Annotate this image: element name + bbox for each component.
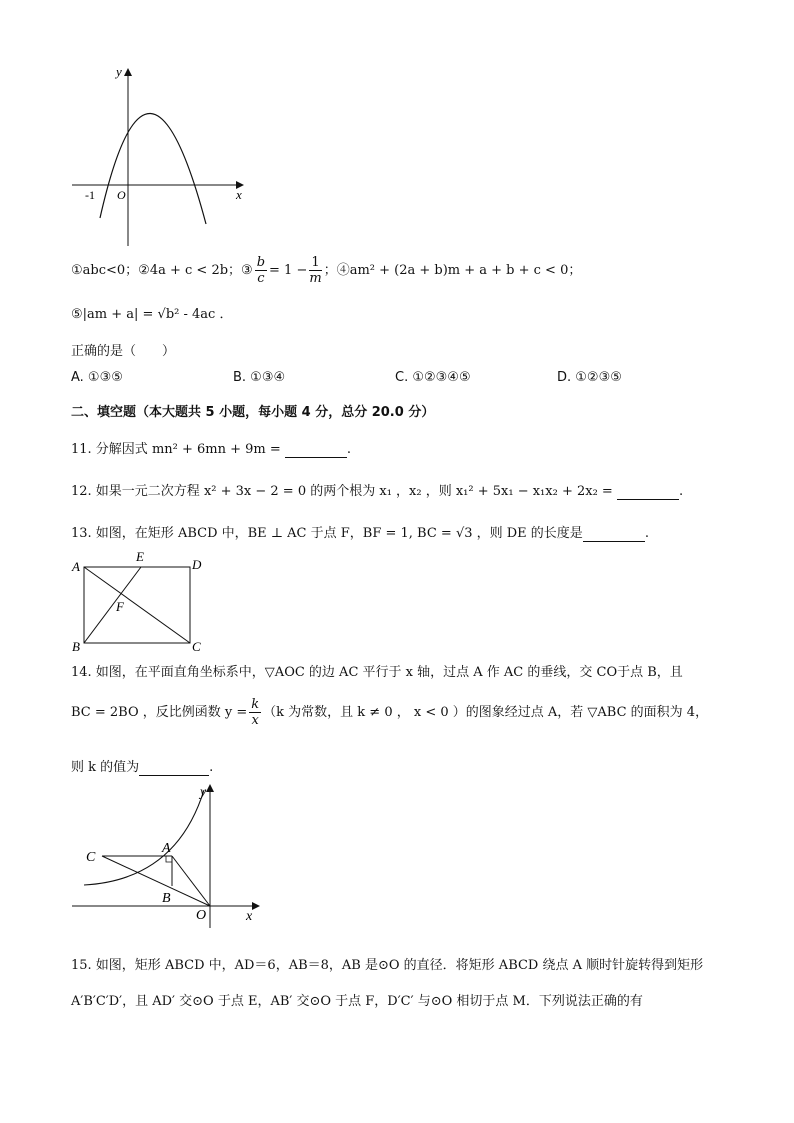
- q12-text: 12. 如果一元二次方程 x² + 3x − 2 = 0 的两个根为 x₁ ，x₂ ，则 x₁² + 5x₁ − x₁x₂ + 2x₂ =: [71, 484, 617, 499]
- fig3-label-a: A: [162, 841, 171, 856]
- fig1-x-label: x: [236, 187, 242, 202]
- fig3-label-b: B: [162, 891, 171, 906]
- frac-num-k: k: [251, 697, 260, 712]
- q14-line2: [71, 698, 708, 727]
- fig3-origin-label: O: [196, 908, 207, 923]
- fraction-k-over-x: [249, 698, 261, 727]
- q10-prompt: 正确的是（ ）: [71, 344, 176, 359]
- segment-ao: [172, 856, 210, 906]
- hyperbola-figure: [66, 780, 266, 930]
- section-2-title: 二、填空题（本大题共 5 小题，每小题 4 分，总分 20.0 分）: [71, 405, 435, 420]
- label-c: C: [192, 639, 201, 654]
- right-angle-mark: [166, 856, 172, 862]
- q13-end: .: [644, 526, 649, 541]
- q11-answer-blank[interactable]: [285, 442, 347, 458]
- q14-line3-text: 则 k 的值为: [71, 760, 140, 775]
- q15-line1: 15. 如图，矩形 ABCD 中，AD＝6，AB＝8，AB 是⊙O 的直径．将矩形 ABCD 绕点 A 顺时针旋转得到矩形: [71, 958, 704, 973]
- label-b: B: [72, 639, 80, 654]
- q13-answer-blank[interactable]: [583, 526, 645, 542]
- frac-den-c: c: [257, 271, 265, 286]
- parabola-figure: [60, 58, 260, 253]
- q10-option-d[interactable]: D. ①②③⑤: [557, 370, 622, 385]
- label-a: A: [72, 559, 80, 574]
- q10-option-c[interactable]: C. ①②③④⑤: [395, 370, 471, 385]
- q11: [71, 438, 351, 458]
- q13-text: 13. 如图，在矩形 ABCD 中，BE ⊥ AC 于点 F，BF = 1, BC = √3 ，则 DE 的长度是: [71, 526, 583, 541]
- q14-line2b: （k 为常数，且 k ≠ 0 ， x < 0 ）的图象经过点 A，若 ▽ABC 的面积为 4，: [263, 705, 709, 720]
- q10-stmt-1-2: ①abc<0；②4a + c < 2b；③: [71, 263, 253, 278]
- frac-num-1: 1: [309, 256, 321, 271]
- q15-line2: A′B′C′D′，且 AD′ 交⊙O 于点 E，AB′ 交⊙O 于点 F，D′C′ 与⊙O 相切于点 M．下列说法正确的有: [71, 994, 643, 1009]
- q12: [71, 480, 683, 500]
- fig1-y-label: y: [116, 64, 122, 79]
- fraction-b-over-c: [255, 256, 267, 285]
- q14-line2a: BC = 2BO ，反比例函数 y =: [71, 705, 248, 720]
- q14-answer-blank[interactable]: [139, 760, 209, 776]
- fig3-label-c: C: [86, 850, 96, 865]
- label-d: D: [192, 557, 202, 572]
- q13: [71, 522, 649, 542]
- fig3-x-label: x: [246, 909, 253, 924]
- fraction-1-over-m: [309, 256, 321, 285]
- fig1-origin-label: O: [117, 188, 126, 202]
- q10-stmt-3-rest: = 1 −: [269, 263, 308, 278]
- q10-stmt-5: ⑤|am + a| = √b² - 4ac ．: [71, 307, 233, 322]
- q12-answer-blank[interactable]: [617, 484, 679, 500]
- fig1-neg1-label: -1: [85, 188, 95, 202]
- frac-den-x: x: [251, 713, 259, 728]
- frac-den-m: m: [309, 271, 322, 286]
- label-e: E: [136, 549, 144, 564]
- q11-end: .: [346, 442, 352, 457]
- q12-end: .: [678, 484, 684, 499]
- diagonal-ac: [84, 567, 190, 643]
- q10-option-a[interactable]: A. ①③⑤: [71, 370, 123, 385]
- parabola-curve: [100, 113, 206, 224]
- q10-stmt-4: ；④am² + (2a + b)m + a + b + c < 0；: [323, 263, 582, 278]
- segment-be: [84, 567, 141, 643]
- q14-line3: [71, 756, 213, 776]
- fig3-y-label: y: [200, 785, 207, 800]
- q10-option-b[interactable]: B. ①③④: [233, 370, 286, 385]
- q11-text: 11. 分解因式 mn² + 6mn + 9m =: [71, 442, 285, 457]
- q14-line1: 14. 如图，在平面直角坐标系中，▽AOC 的边 AC 平行于 x 轴，过点 A 作 AC 的垂线，交 CO于点 B，且: [71, 665, 683, 680]
- q10-line1: [71, 256, 581, 285]
- label-f: F: [116, 599, 124, 614]
- hyperbola-curve: [84, 790, 204, 885]
- segment-co: [102, 856, 210, 906]
- frac-num-b: b: [256, 255, 266, 270]
- rectangle-figure: [66, 545, 216, 655]
- q14-end: .: [209, 760, 214, 775]
